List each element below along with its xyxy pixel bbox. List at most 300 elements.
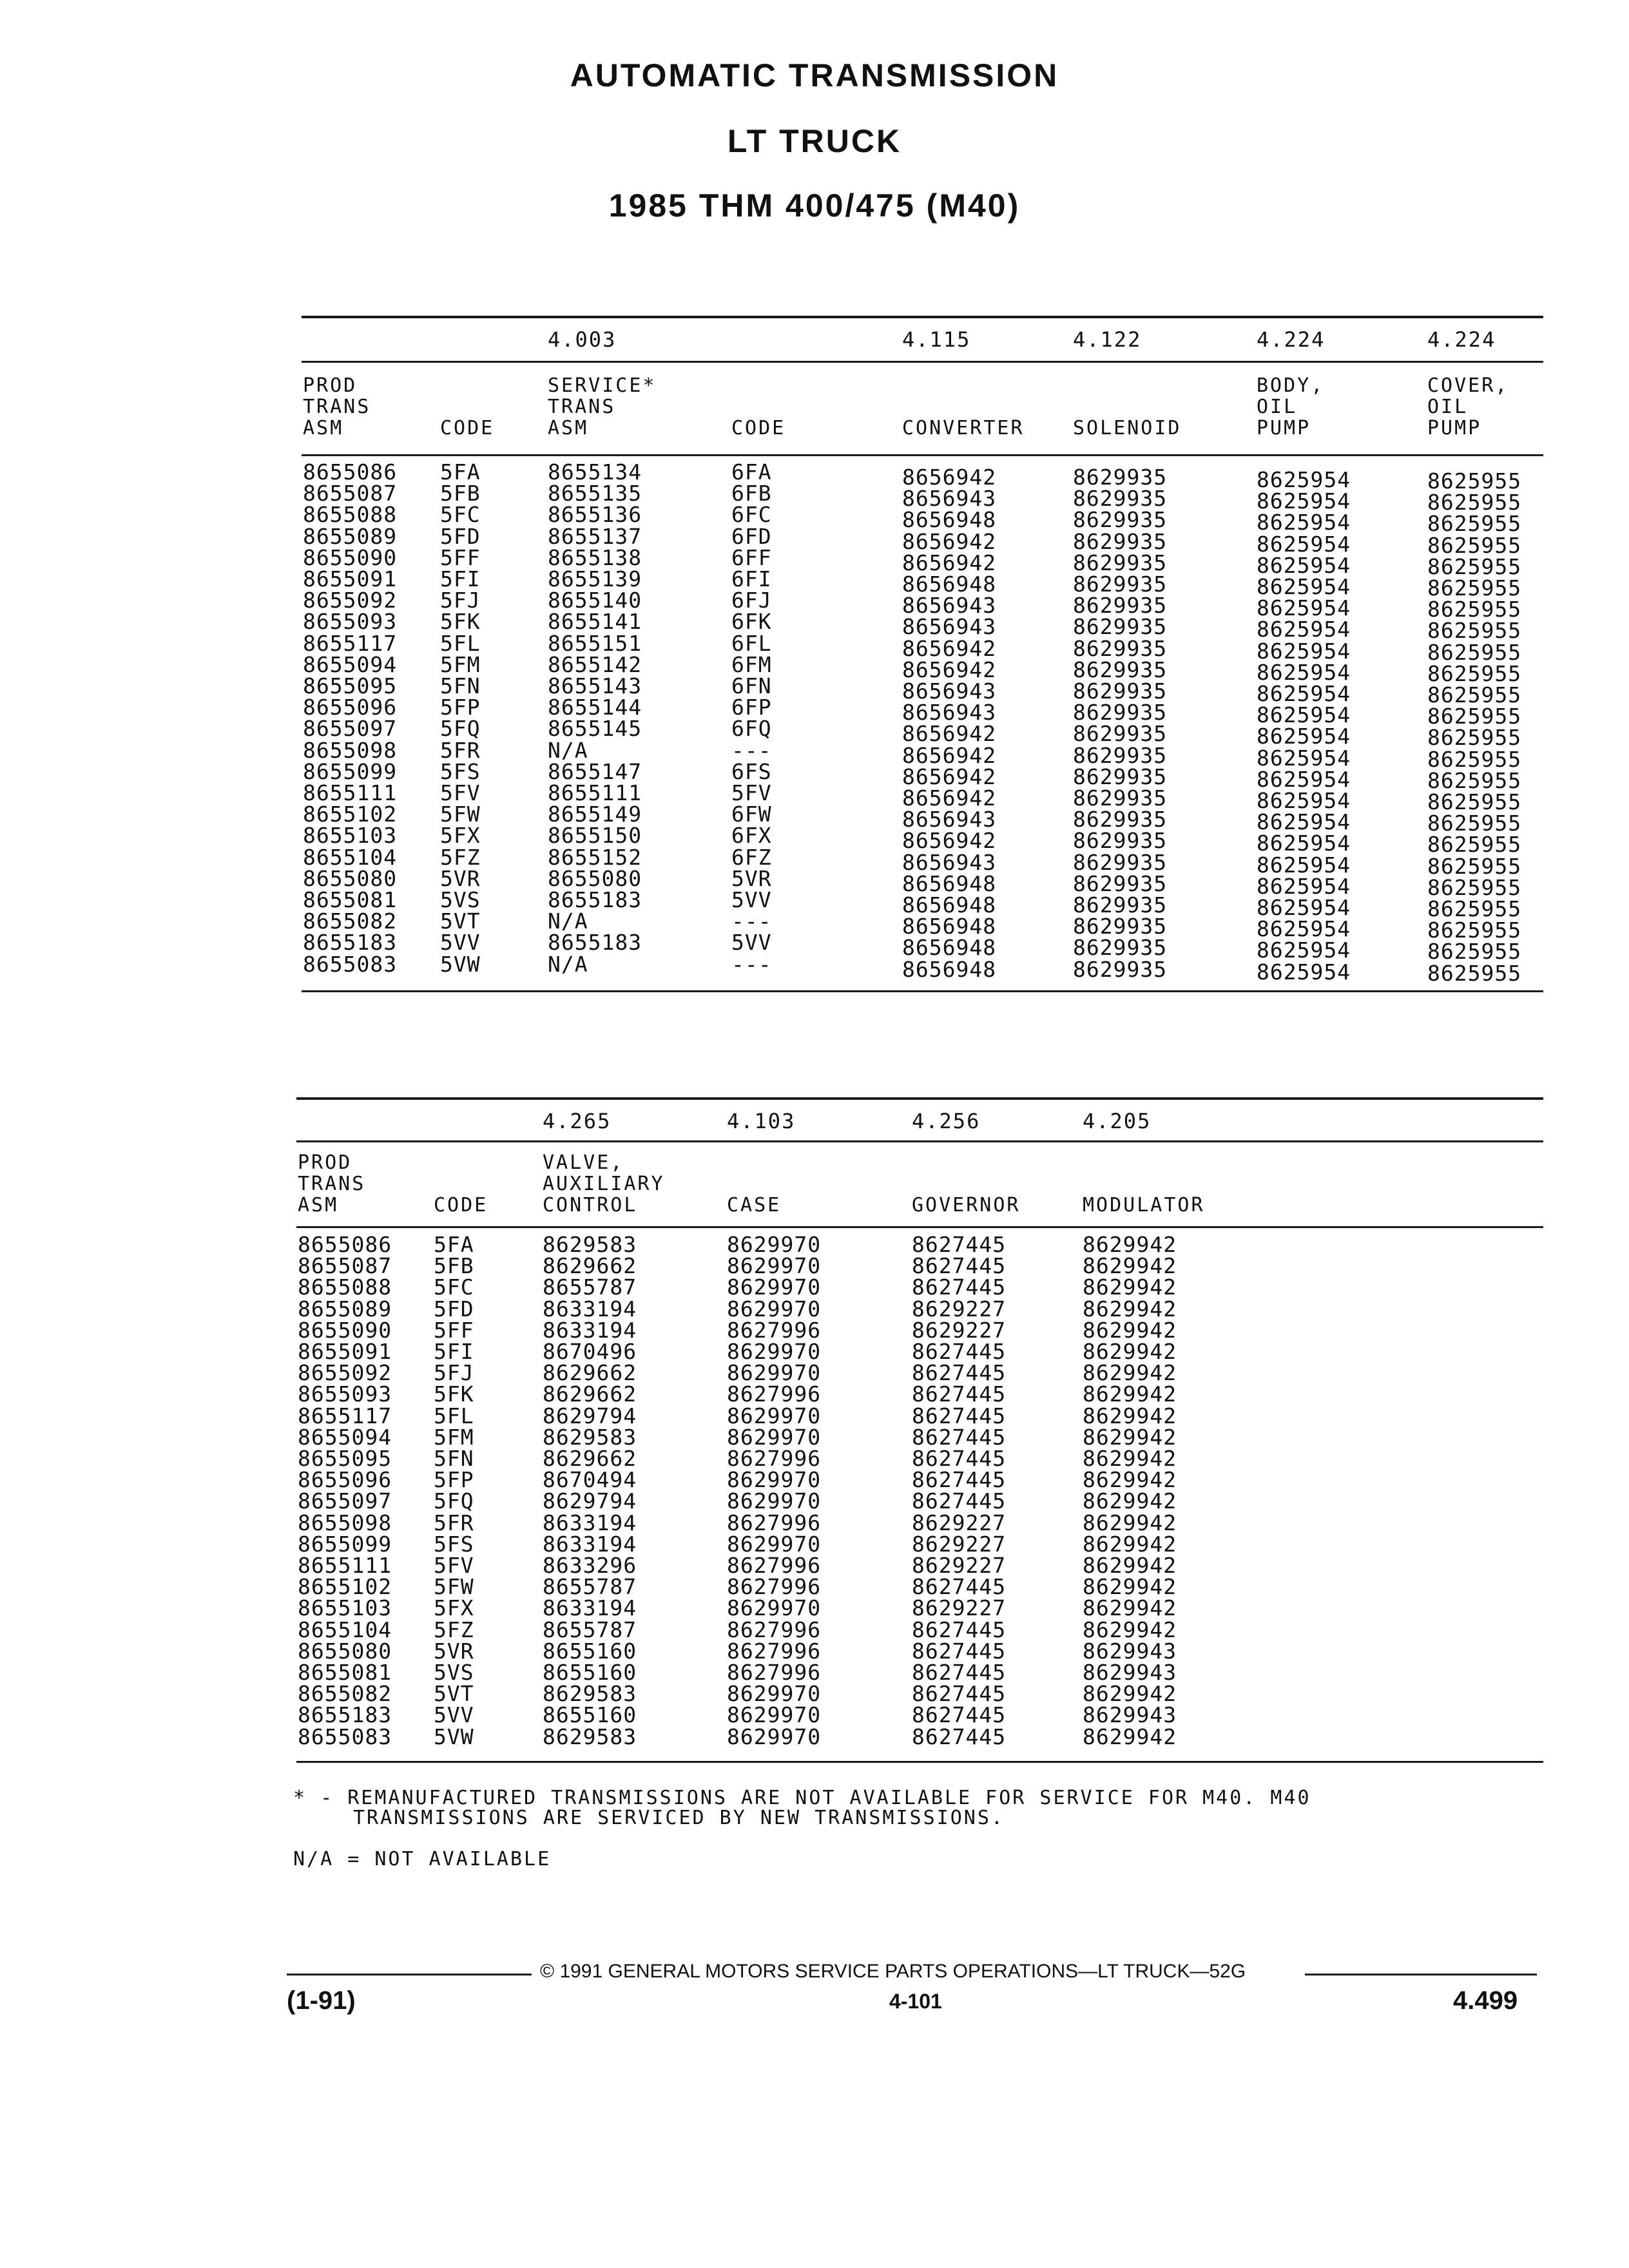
table-cell: 8655092	[303, 588, 398, 613]
table-cell: 8629970	[727, 1488, 822, 1514]
date-code: (1-91)	[287, 1986, 356, 2015]
table-cell: 8655145	[548, 716, 642, 742]
table-cell: 8655086	[298, 1232, 392, 1257]
table-cell: 5FC	[434, 1274, 474, 1300]
table-cell: 8655094	[298, 1424, 392, 1450]
page-number: 4-101	[889, 1990, 942, 2013]
table-cell: 5FF	[440, 544, 481, 570]
table-cell: 5VS	[440, 887, 481, 912]
table-cell: 5FL	[440, 630, 481, 656]
table-cell: 5FL	[434, 1403, 474, 1428]
table-cell: 6FQ	[731, 716, 772, 742]
table-cell: 6FZ	[731, 844, 772, 870]
table-cell: ---	[731, 908, 772, 934]
table-cell: 8627445	[912, 1253, 1007, 1279]
table-cell: 5FB	[440, 481, 481, 506]
table-cell: 5FS	[440, 758, 481, 784]
table-cell: 8629662	[543, 1381, 637, 1407]
table-cell: 5VR	[440, 865, 481, 891]
column-header: ASM	[298, 1194, 339, 1216]
table-cell: 8655104	[303, 844, 398, 870]
table-cell: 8625954	[1257, 467, 1351, 492]
table-cell: 8629942	[1083, 1424, 1177, 1450]
table-cell: 8627996	[727, 1574, 822, 1600]
table-cell: 8625954	[1257, 809, 1351, 835]
table-cell: 8633194	[543, 1510, 637, 1535]
table-cell: N/A	[548, 951, 588, 977]
table-cell: 8655139	[548, 566, 642, 591]
table-cell: N/A	[548, 908, 588, 934]
table-cell: 8655787	[543, 1274, 637, 1300]
column-header: OIL	[1257, 396, 1298, 418]
table-cell: 8625954	[1257, 617, 1351, 642]
table-cell: 8625955	[1427, 660, 1522, 686]
table-cell: 8625954	[1257, 574, 1351, 599]
table-cell: 8629942	[1083, 1296, 1177, 1321]
table-cell: 8656948	[902, 935, 997, 961]
table-cell: 8625955	[1427, 918, 1522, 943]
table-cell: 8655093	[298, 1381, 392, 1407]
table-cell: 5VR	[731, 865, 772, 891]
table-cell: 8655103	[298, 1595, 392, 1621]
asterisk-note-line-2: TRANSMISSIONS ARE SERVICED BY NEW TRANSMISSIONS.	[353, 1807, 1005, 1829]
table-cell: 8655144	[548, 695, 642, 720]
table-cell: 8655089	[298, 1296, 392, 1321]
table-cell: 8629943	[1083, 1702, 1177, 1728]
table-cell: 8655090	[303, 544, 398, 570]
table-cell: 8655091	[298, 1339, 392, 1364]
table-cell: 5FJ	[440, 588, 481, 613]
table-cell: 8655150	[548, 823, 642, 849]
table-cell: 8655096	[298, 1467, 392, 1493]
table-cell: 8656942	[902, 742, 997, 768]
table-cell: 8633194	[543, 1595, 637, 1621]
table-cell: 8655098	[298, 1510, 392, 1535]
table-cell: 8629970	[727, 1339, 822, 1364]
table-cell: 8629935	[1073, 764, 1168, 789]
table-cell: 8627445	[912, 1232, 1007, 1257]
table-cell: 8655787	[543, 1617, 637, 1642]
table-cell: 8625954	[1257, 510, 1351, 535]
table-cell: 8655083	[303, 951, 398, 977]
table-cell: 8655080	[548, 865, 642, 891]
table-cell: 8625955	[1427, 789, 1522, 814]
table-cell: 8656942	[902, 721, 997, 747]
table-cell: 8655082	[298, 1681, 392, 1707]
table-cell: 8629942	[1083, 1274, 1177, 1300]
table-cell: ---	[731, 737, 772, 763]
table-cell: 8655081	[303, 887, 398, 912]
table-cell: 8655091	[303, 566, 398, 591]
table-cell: 8656948	[902, 870, 997, 896]
table-cell: 8655111	[548, 780, 642, 805]
asterisk-note-line-1: * - REMANUFACTURED TRANSMISSIONS ARE NOT AVAILABLE FOR SERVICE FOR M40. M40	[293, 1787, 1311, 1809]
table-cell: 8629942	[1083, 1724, 1177, 1749]
table-cell: 8655083	[298, 1724, 392, 1749]
table-cell: 8627996	[727, 1553, 822, 1578]
table-cell: 8629935	[1073, 550, 1168, 575]
table-cell: 8627996	[727, 1317, 822, 1343]
table-cell: 5FA	[434, 1232, 474, 1257]
table-cell: 8655183	[298, 1702, 392, 1728]
table-cell: 8656948	[902, 956, 997, 982]
na-note: N/A = NOT AVAILABLE	[293, 1848, 552, 1870]
table-cell: 8629227	[912, 1510, 1007, 1535]
table-cell: 8625954	[1257, 937, 1351, 963]
table-cell: 5VV	[440, 930, 481, 956]
table-cell: 8629942	[1083, 1531, 1177, 1557]
table-cell: 5FR	[434, 1510, 474, 1535]
table-cell: 8629935	[1073, 721, 1168, 747]
table-cell: 8625955	[1427, 575, 1522, 601]
table-cell: 8627996	[727, 1446, 822, 1471]
table-cell: 8655099	[298, 1531, 392, 1557]
table-cell: 8625954	[1257, 702, 1351, 728]
table-cell: 8627445	[912, 1403, 1007, 1428]
table-cell: 8655160	[543, 1702, 637, 1728]
header-rule	[296, 1140, 1543, 1142]
table-cell: 5FB	[434, 1253, 474, 1279]
footer-rule-left	[287, 1974, 532, 1975]
table-cell: 8629935	[1073, 785, 1168, 811]
table-cell: 8629942	[1083, 1467, 1177, 1493]
table-cell: 8655152	[548, 844, 642, 870]
table-cell: 8655088	[303, 502, 398, 528]
table-cell: 8655102	[303, 802, 398, 827]
table-cell: 8625955	[1427, 874, 1522, 900]
table-cell: 8629794	[543, 1488, 637, 1514]
table-cell: 8629942	[1083, 1446, 1177, 1471]
table-cell: 8655117	[303, 630, 398, 656]
table-cell: 8629943	[1083, 1638, 1177, 1664]
table-cell: 8629935	[1073, 572, 1168, 597]
table-cell: 6FJ	[731, 588, 772, 613]
table-cell: 8625955	[1427, 767, 1522, 793]
table-cell: 8655183	[548, 887, 642, 912]
table-cell: 8655080	[298, 1638, 392, 1664]
column-header: TRANS	[303, 396, 371, 418]
table-cell: 8627996	[727, 1510, 822, 1535]
column-header: MODULATOR	[1083, 1194, 1205, 1216]
table-cell: 5FZ	[434, 1617, 474, 1642]
table-cell: 8629794	[543, 1403, 637, 1428]
table-cell: 5FX	[440, 823, 481, 849]
table-cell: 8655102	[298, 1574, 392, 1600]
table-cell: 5VT	[434, 1681, 474, 1707]
table-cell: 8625955	[1427, 960, 1522, 986]
table-cell: 8656943	[902, 593, 997, 619]
table-cell: 8627445	[912, 1467, 1007, 1493]
table-cell: 8656943	[902, 807, 997, 832]
table-cell: 8627445	[912, 1274, 1007, 1300]
table-cell: 8656942	[902, 550, 997, 575]
table-cell: 8656942	[902, 828, 997, 854]
table-cell: 8633194	[543, 1317, 637, 1343]
table-cell: 8629942	[1083, 1253, 1177, 1279]
table-cell: 8656943	[902, 678, 997, 704]
table-cell: 8655092	[298, 1360, 392, 1386]
table-cell: 8629227	[912, 1317, 1007, 1343]
table-cell: 8629583	[543, 1724, 637, 1749]
table-cell: 8629935	[1073, 807, 1168, 832]
table-cell: 8655142	[548, 651, 642, 677]
table-cell: 5FS	[434, 1531, 474, 1557]
page-title-line-2: LT TRUCK	[727, 123, 902, 159]
section-number: 4.205	[1083, 1109, 1152, 1133]
table-cell: 8655183	[548, 930, 642, 956]
table-cell: 5FQ	[434, 1488, 474, 1514]
column-header: CODE	[434, 1194, 488, 1216]
table-cell: 8625955	[1427, 532, 1522, 558]
table-cell: 6FS	[731, 758, 772, 784]
table-cell: 5FV	[440, 780, 481, 805]
table-cell: 5FW	[434, 1574, 474, 1600]
table-cell: 5FW	[440, 802, 481, 827]
table-cell: 5FX	[434, 1595, 474, 1621]
table-cell: 8656948	[902, 507, 997, 533]
page-title-line-1: AUTOMATIC TRANSMISSION	[570, 57, 1059, 93]
table-cell: 5FR	[440, 737, 481, 763]
table-cell: 8655096	[303, 695, 398, 720]
table-cell: 5VS	[434, 1660, 474, 1685]
table-cell: 5FK	[440, 609, 481, 635]
table-cell: 8629227	[912, 1595, 1007, 1621]
table-cell: 8629935	[1073, 614, 1168, 640]
table-cell: 6FB	[731, 481, 772, 506]
table-cell: 8625954	[1257, 916, 1351, 942]
table-cell: 8629970	[727, 1595, 822, 1621]
column-header: CONVERTER	[902, 417, 1025, 439]
table-cell: 8655104	[298, 1617, 392, 1642]
table-cell: 5FV	[434, 1553, 474, 1578]
column-header: PUMP	[1427, 417, 1482, 439]
table-cell: 5FI	[434, 1339, 474, 1364]
table-cell: 8656943	[902, 614, 997, 640]
table-cell: 8629943	[1083, 1660, 1177, 1685]
section-number: 4.103	[727, 1109, 796, 1133]
table-cell: 5FK	[434, 1381, 474, 1407]
table-cell: 8629935	[1073, 593, 1168, 619]
table-cell: 8629970	[727, 1296, 822, 1321]
table-cell: 8629942	[1083, 1553, 1177, 1578]
table-cell: 8629935	[1073, 892, 1168, 918]
table-cell: 8655099	[303, 758, 398, 784]
table-cell: 8625955	[1427, 682, 1522, 707]
bottom-rule	[296, 1761, 1543, 1763]
table-cell: 5FP	[434, 1467, 474, 1493]
table-cell: 8625955	[1427, 553, 1522, 579]
table-cell: 5VV	[731, 887, 772, 912]
table-cell: 8629935	[1073, 635, 1168, 661]
table-cell: 8656948	[902, 892, 997, 918]
table-cell: 8625955	[1427, 704, 1522, 729]
table-cell: 6FF	[731, 544, 772, 570]
table-cell: 5VV	[731, 930, 772, 956]
table-cell: 8670494	[543, 1467, 637, 1493]
table-cell: 8629935	[1073, 935, 1168, 961]
copyright-line: © 1991 GENERAL MOTORS SERVICE PARTS OPERATIONS—LT TRUCK—52G	[540, 1961, 1246, 1982]
table-cell: 8625954	[1257, 766, 1351, 792]
header-rule	[302, 361, 1543, 363]
table-cell: 8656942	[902, 635, 997, 661]
table-cell: 8629227	[912, 1296, 1007, 1321]
table-cell: 8629942	[1083, 1339, 1177, 1364]
section-number: 4.122	[1073, 327, 1142, 352]
table-cell: 8629942	[1083, 1403, 1177, 1428]
table-cell: N/A	[548, 737, 588, 763]
table-cell: 8625955	[1427, 618, 1522, 644]
column-header: TRANS	[298, 1173, 366, 1195]
table-cell: 8670496	[543, 1339, 637, 1364]
column-header: BODY,	[1257, 374, 1325, 397]
table-cell: 8655111	[303, 780, 398, 805]
table-cell: 8655095	[298, 1446, 392, 1471]
table-cell: 8625955	[1427, 468, 1522, 494]
table-cell: 5FF	[434, 1317, 474, 1343]
table-cell: 8629935	[1073, 657, 1168, 682]
table-cell: 5VW	[434, 1724, 474, 1749]
table-cell: 8655088	[298, 1274, 392, 1300]
table-cell: 8629970	[727, 1274, 822, 1300]
table-cell: 8625954	[1257, 724, 1351, 749]
table-cell: 8629970	[727, 1403, 822, 1428]
table-cell: 5VV	[434, 1702, 474, 1728]
table-cell: 5VW	[440, 951, 481, 977]
table-cell: 8656942	[902, 465, 997, 490]
table-cell: 8625954	[1257, 638, 1351, 664]
column-header: CASE	[727, 1194, 782, 1216]
table-cell: 8655097	[303, 716, 398, 742]
table-cell: 5FI	[440, 566, 481, 591]
table-cell: 6FA	[731, 459, 772, 485]
column-header: PROD	[303, 374, 358, 397]
footer-rule-right	[1305, 1974, 1537, 1975]
table-cell: 8625955	[1427, 853, 1522, 879]
table-cell: 8629935	[1073, 700, 1168, 726]
table-cell: 8633194	[543, 1531, 637, 1557]
table-cell: 8629942	[1083, 1488, 1177, 1514]
table-cell: ---	[731, 951, 772, 977]
table-cell: 8625954	[1257, 745, 1351, 771]
table-cell: 8655140	[548, 588, 642, 613]
table-cell: 8629970	[727, 1253, 822, 1279]
table-cell: 5FM	[440, 651, 481, 677]
column-header: CODE	[731, 417, 786, 439]
section-number: 4.224	[1257, 327, 1325, 352]
table-cell: 8656942	[902, 764, 997, 789]
table-cell: 8656942	[902, 528, 997, 554]
table-cell: 6FI	[731, 566, 772, 591]
column-header: VALVE,	[543, 1151, 624, 1174]
table-cell: 8625955	[1427, 811, 1522, 836]
table-cell: 8655087	[298, 1253, 392, 1279]
table-cell: 8655093	[303, 609, 398, 635]
table-cell: 8655098	[303, 737, 398, 763]
table-cell: 8655089	[303, 523, 398, 549]
table-cell: 8655117	[298, 1403, 392, 1428]
table-cell: 8655787	[543, 1574, 637, 1600]
table-cell: 8655183	[303, 930, 398, 956]
table-cell: 5FD	[434, 1296, 474, 1321]
table-cell: 8629583	[543, 1232, 637, 1257]
table-cell: 8629970	[727, 1681, 822, 1707]
table-cell: 8625955	[1427, 896, 1522, 921]
table-cell: 8627445	[912, 1339, 1007, 1364]
table-cell: 8627445	[912, 1702, 1007, 1728]
table-cell: 8655147	[548, 758, 642, 784]
bottom-rule	[302, 990, 1543, 992]
table-cell: 8629935	[1073, 956, 1168, 982]
table-cell: 8627996	[727, 1381, 822, 1407]
header-bottom-rule	[302, 454, 1543, 456]
table-cell: 8629942	[1083, 1360, 1177, 1386]
table-cell: 8625955	[1427, 639, 1522, 665]
table-cell: 5FN	[440, 673, 481, 698]
table-cell: 8629935	[1073, 528, 1168, 554]
table-cell: 8656943	[902, 486, 997, 512]
table-cell: 8629935	[1073, 914, 1168, 939]
column-header: COVER,	[1427, 374, 1509, 397]
table-cell: 8627445	[912, 1446, 1007, 1471]
table-cell: 8629935	[1073, 507, 1168, 533]
section-number: 4.003	[548, 327, 617, 352]
table-cell: 8629662	[543, 1253, 637, 1279]
table-cell: 6FC	[731, 502, 772, 528]
table-cell: 8629935	[1073, 828, 1168, 854]
table-cell: 8629935	[1073, 465, 1168, 490]
table-cell: 5FV	[731, 780, 772, 805]
table-cell: 8629935	[1073, 849, 1168, 875]
column-header: SOLENOID	[1073, 417, 1182, 439]
table-cell: 8655143	[548, 673, 642, 698]
table-cell: 8625954	[1257, 531, 1351, 557]
table-cell: 8656942	[902, 785, 997, 811]
column-header: GOVERNOR	[912, 1194, 1021, 1216]
table-cell: 8629935	[1073, 678, 1168, 704]
table-cell: 8627996	[727, 1660, 822, 1685]
table-cell: 8633296	[543, 1553, 637, 1578]
table-cell: 8655141	[548, 609, 642, 635]
table-cell: 6FX	[731, 823, 772, 849]
table-cell: 8655136	[548, 502, 642, 528]
table-cell: 8625954	[1257, 873, 1351, 899]
table-cell: 8627445	[912, 1574, 1007, 1600]
table-cell: 6FN	[731, 673, 772, 698]
column-header: CODE	[440, 417, 495, 439]
table-cell: 8625954	[1257, 895, 1351, 920]
table-cell: 8627996	[727, 1617, 822, 1642]
table-cell: 8625955	[1427, 597, 1522, 622]
table-cell: 8655103	[303, 823, 398, 849]
table-cell: 8629970	[727, 1531, 822, 1557]
table-cell: 8629942	[1083, 1681, 1177, 1707]
table-cell: 5FA	[440, 459, 481, 485]
table-cell: 8625954	[1257, 852, 1351, 878]
table-cell: 8625955	[1427, 490, 1522, 515]
table-cell: 8655097	[298, 1488, 392, 1514]
table-cell: 8625955	[1427, 746, 1522, 772]
column-header: ASM	[303, 417, 344, 439]
table-cell: 8625955	[1427, 939, 1522, 965]
table-cell: 6FM	[731, 651, 772, 677]
table-cell: 8656942	[902, 657, 997, 682]
table-cell: 8629942	[1083, 1381, 1177, 1407]
table-cell: 8629970	[727, 1360, 822, 1386]
column-header: AUXILIARY	[543, 1173, 665, 1195]
table-cell: 8627445	[912, 1660, 1007, 1685]
section-reference: 4.499	[1453, 1986, 1518, 2015]
section-number: 4.265	[543, 1109, 612, 1133]
